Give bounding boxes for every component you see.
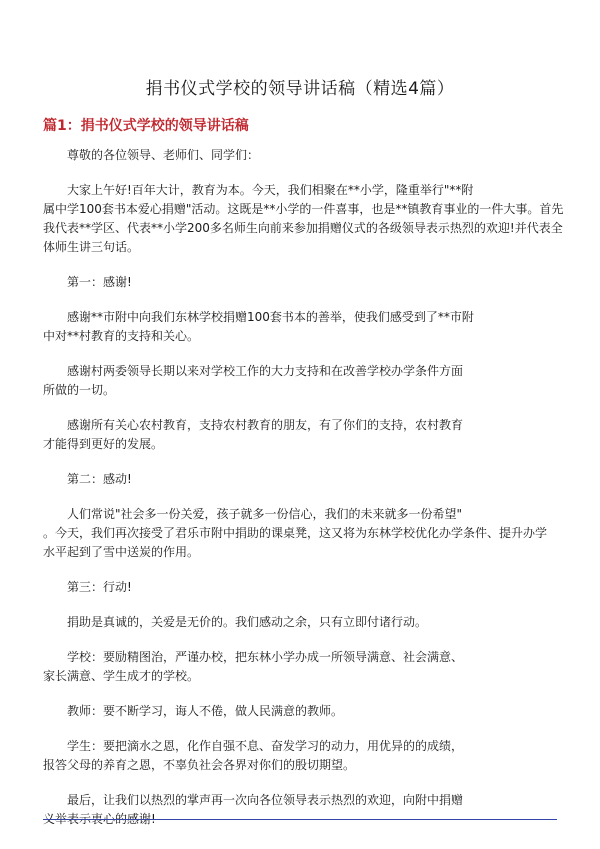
text-line: 体师生讲三句话。 bbox=[43, 240, 140, 254]
paragraph-closing bbox=[43, 791, 563, 829]
text-line: 大家上午好!百年大计，教育为本。今天，我们相聚在**小学，隆重举行"**附 bbox=[67, 183, 474, 197]
text-line: 属中学100套书本爱心捐赠"活动。这既是**小学的一件喜事，也是**镇教育事业的一件大事。首先 bbox=[43, 202, 564, 216]
text-line: 第二：感动! bbox=[67, 472, 132, 486]
text-line: 家长满意、学生成才的学校。 bbox=[43, 669, 200, 683]
text-line: 所做的一切。 bbox=[43, 383, 116, 397]
text-line: 水平起到了雪中送炭的作用。 bbox=[43, 545, 200, 559]
text-line: 最后，让我们以热烈的掌声再一次向各位领导表示热烈的欢迎，向附中捐赠 bbox=[67, 793, 464, 807]
text-line: 我代表**学区、代表**小学200多名师生向前来参加捐赠仪式的各级领导表示热烈的欢迎!并代表全 bbox=[43, 221, 563, 235]
paragraph-action bbox=[43, 613, 563, 632]
text-line: 报答父母的养育之恩，不辜负社会各界对你们的殷切期望。 bbox=[43, 758, 356, 772]
footer-divider bbox=[43, 819, 557, 820]
text-line: 中对**村教育的支持和关心。 bbox=[43, 329, 200, 343]
text-line: 学校：要励精图治，严谨办校，把东林小学办成一所领导满意、社会满意、 bbox=[67, 650, 464, 664]
text-line: 才能得到更好的发展。 bbox=[43, 437, 164, 451]
section-heading: 篇1：捐书仪式学校的领导讲话稿 bbox=[43, 118, 249, 134]
text-line: 教师：要不断学习，诲人不倦，做人民满意的教师。 bbox=[67, 704, 344, 718]
text-line: 捐助是真诚的，关爱是无价的。我们感动之余，只有立即付诸行动。 bbox=[67, 615, 428, 629]
text-line: 第一：感谢! bbox=[67, 275, 132, 289]
paragraph-point-one bbox=[43, 273, 563, 292]
text-line: 尊敬的各位领导、老师们、同学们： bbox=[67, 148, 260, 162]
text-line: 感谢村两委领导长期以来对学校工作的大力支持和在改善学校办学条件方面 bbox=[67, 364, 464, 378]
paragraph-thanks-village bbox=[43, 362, 563, 400]
text-line: 感谢**市附中向我们东林学校捐赠100套书本的善举，使我们感受到了**市附 bbox=[67, 310, 474, 324]
text-line: 学生：要把滴水之恩，化作自强不息、奋发学习的动力，用优异的的成绩， bbox=[67, 739, 464, 753]
paragraph-point-three bbox=[43, 578, 563, 597]
text-line: 义举表示衷心的感谢! bbox=[43, 812, 156, 826]
paragraph-teachers bbox=[43, 702, 563, 721]
paragraph-thanks-donation bbox=[43, 308, 563, 346]
text-line: 感谢所有关心农村教育，支持农村教育的朋友，有了你们的支持，农村教育 bbox=[67, 418, 464, 432]
document-title: 捐书仪式学校的领导讲话稿（精选4篇） bbox=[145, 79, 455, 99]
paragraph-students bbox=[43, 737, 563, 775]
paragraph-moved bbox=[43, 505, 563, 562]
paragraph-school bbox=[43, 648, 563, 686]
text-line: 。今天，我们再次接受了君乐市附中捐助的课桌凳，这又将为东林学校优化办学条件、提升办学 bbox=[43, 526, 548, 540]
paragraph-opening bbox=[43, 181, 563, 257]
paragraph-salutation bbox=[43, 146, 563, 165]
text-line: 人们常说"社会多一份关爱，孩子就多一份信心，我们的未来就多一份希望" bbox=[67, 507, 463, 521]
paragraph-thanks-friends bbox=[43, 416, 563, 454]
paragraph-point-two bbox=[43, 470, 563, 489]
text-line: 第三：行动! bbox=[67, 580, 132, 594]
document-body bbox=[43, 146, 563, 845]
